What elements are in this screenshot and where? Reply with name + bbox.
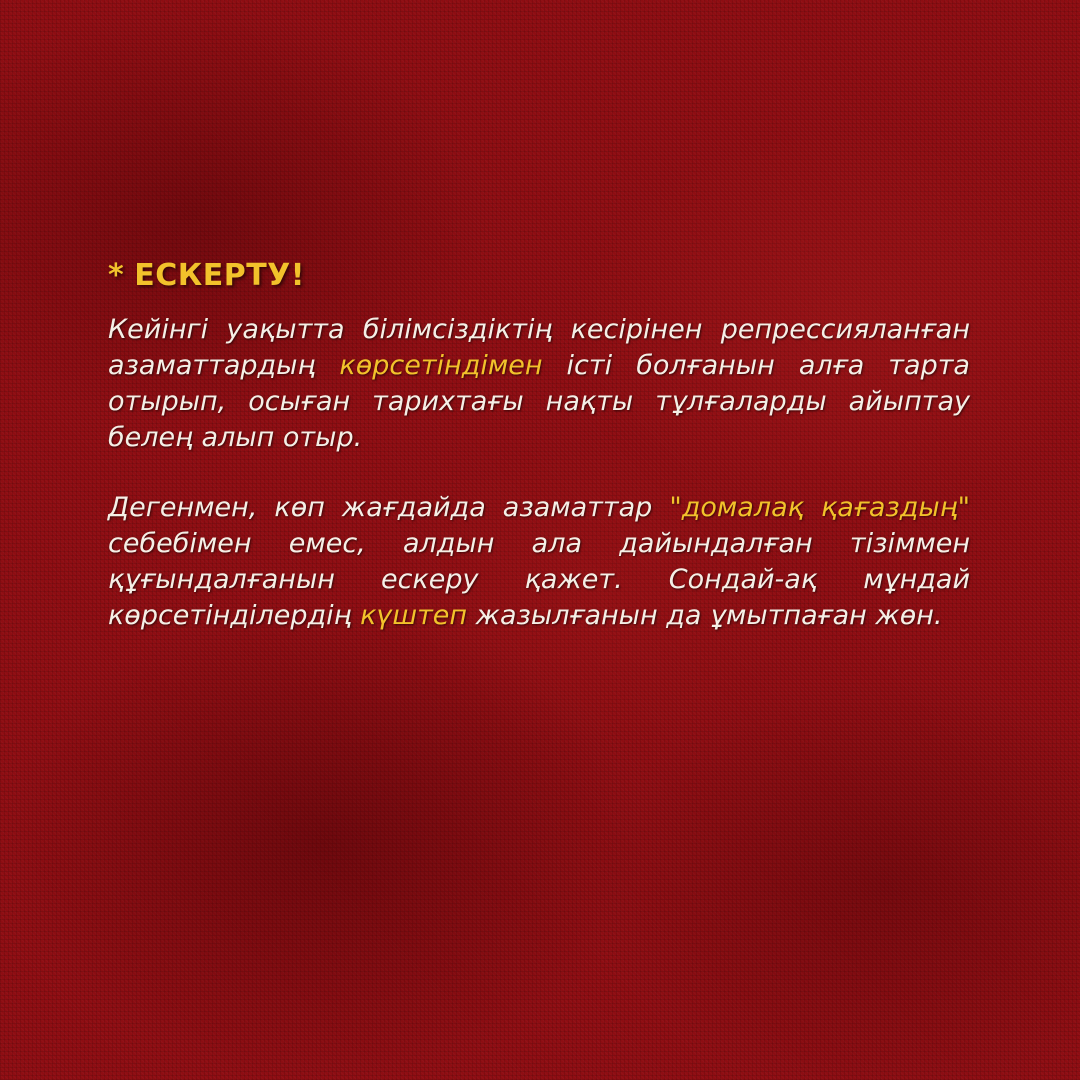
asterisk-icon: * — [108, 258, 125, 293]
notice-block — [108, 256, 970, 634]
notice-heading — [108, 256, 970, 296]
notice-title: ЕСКЕРТУ! — [134, 258, 305, 293]
paragraph-2 — [108, 490, 970, 634]
paragraph-2-highlight-word: күштеп — [360, 600, 468, 631]
paragraph-1 — [108, 312, 970, 456]
paragraph-1-highlight: көрсетіндімен — [339, 350, 543, 381]
paragraph-2-text-c: жазылғанын да ұмытпаған жөн. — [467, 600, 943, 631]
paragraph-2-highlight-quote: "домалақ қағаздың" — [669, 492, 970, 523]
paragraph-1-text-b: істі болғанын алға тарта отырып, осыған тарихтағы нақты тұлғаларды айыптау белең алып отыр. — [108, 350, 970, 453]
paragraph-2-text-b: себебімен емес, алдын ала дайындалған тізіммен құғындалғанын ескеру қажет. Сондай-ақ мұндай көрсетінділердің — [108, 528, 970, 631]
paragraph-2-text-a: Дегенмен, көп жағдайда азаматтар — [108, 492, 670, 523]
paragraph-1-text-a: Кейінгі уақытта білімсіздіктің кесірінен репрессияланған азаматтардың — [108, 314, 970, 381]
